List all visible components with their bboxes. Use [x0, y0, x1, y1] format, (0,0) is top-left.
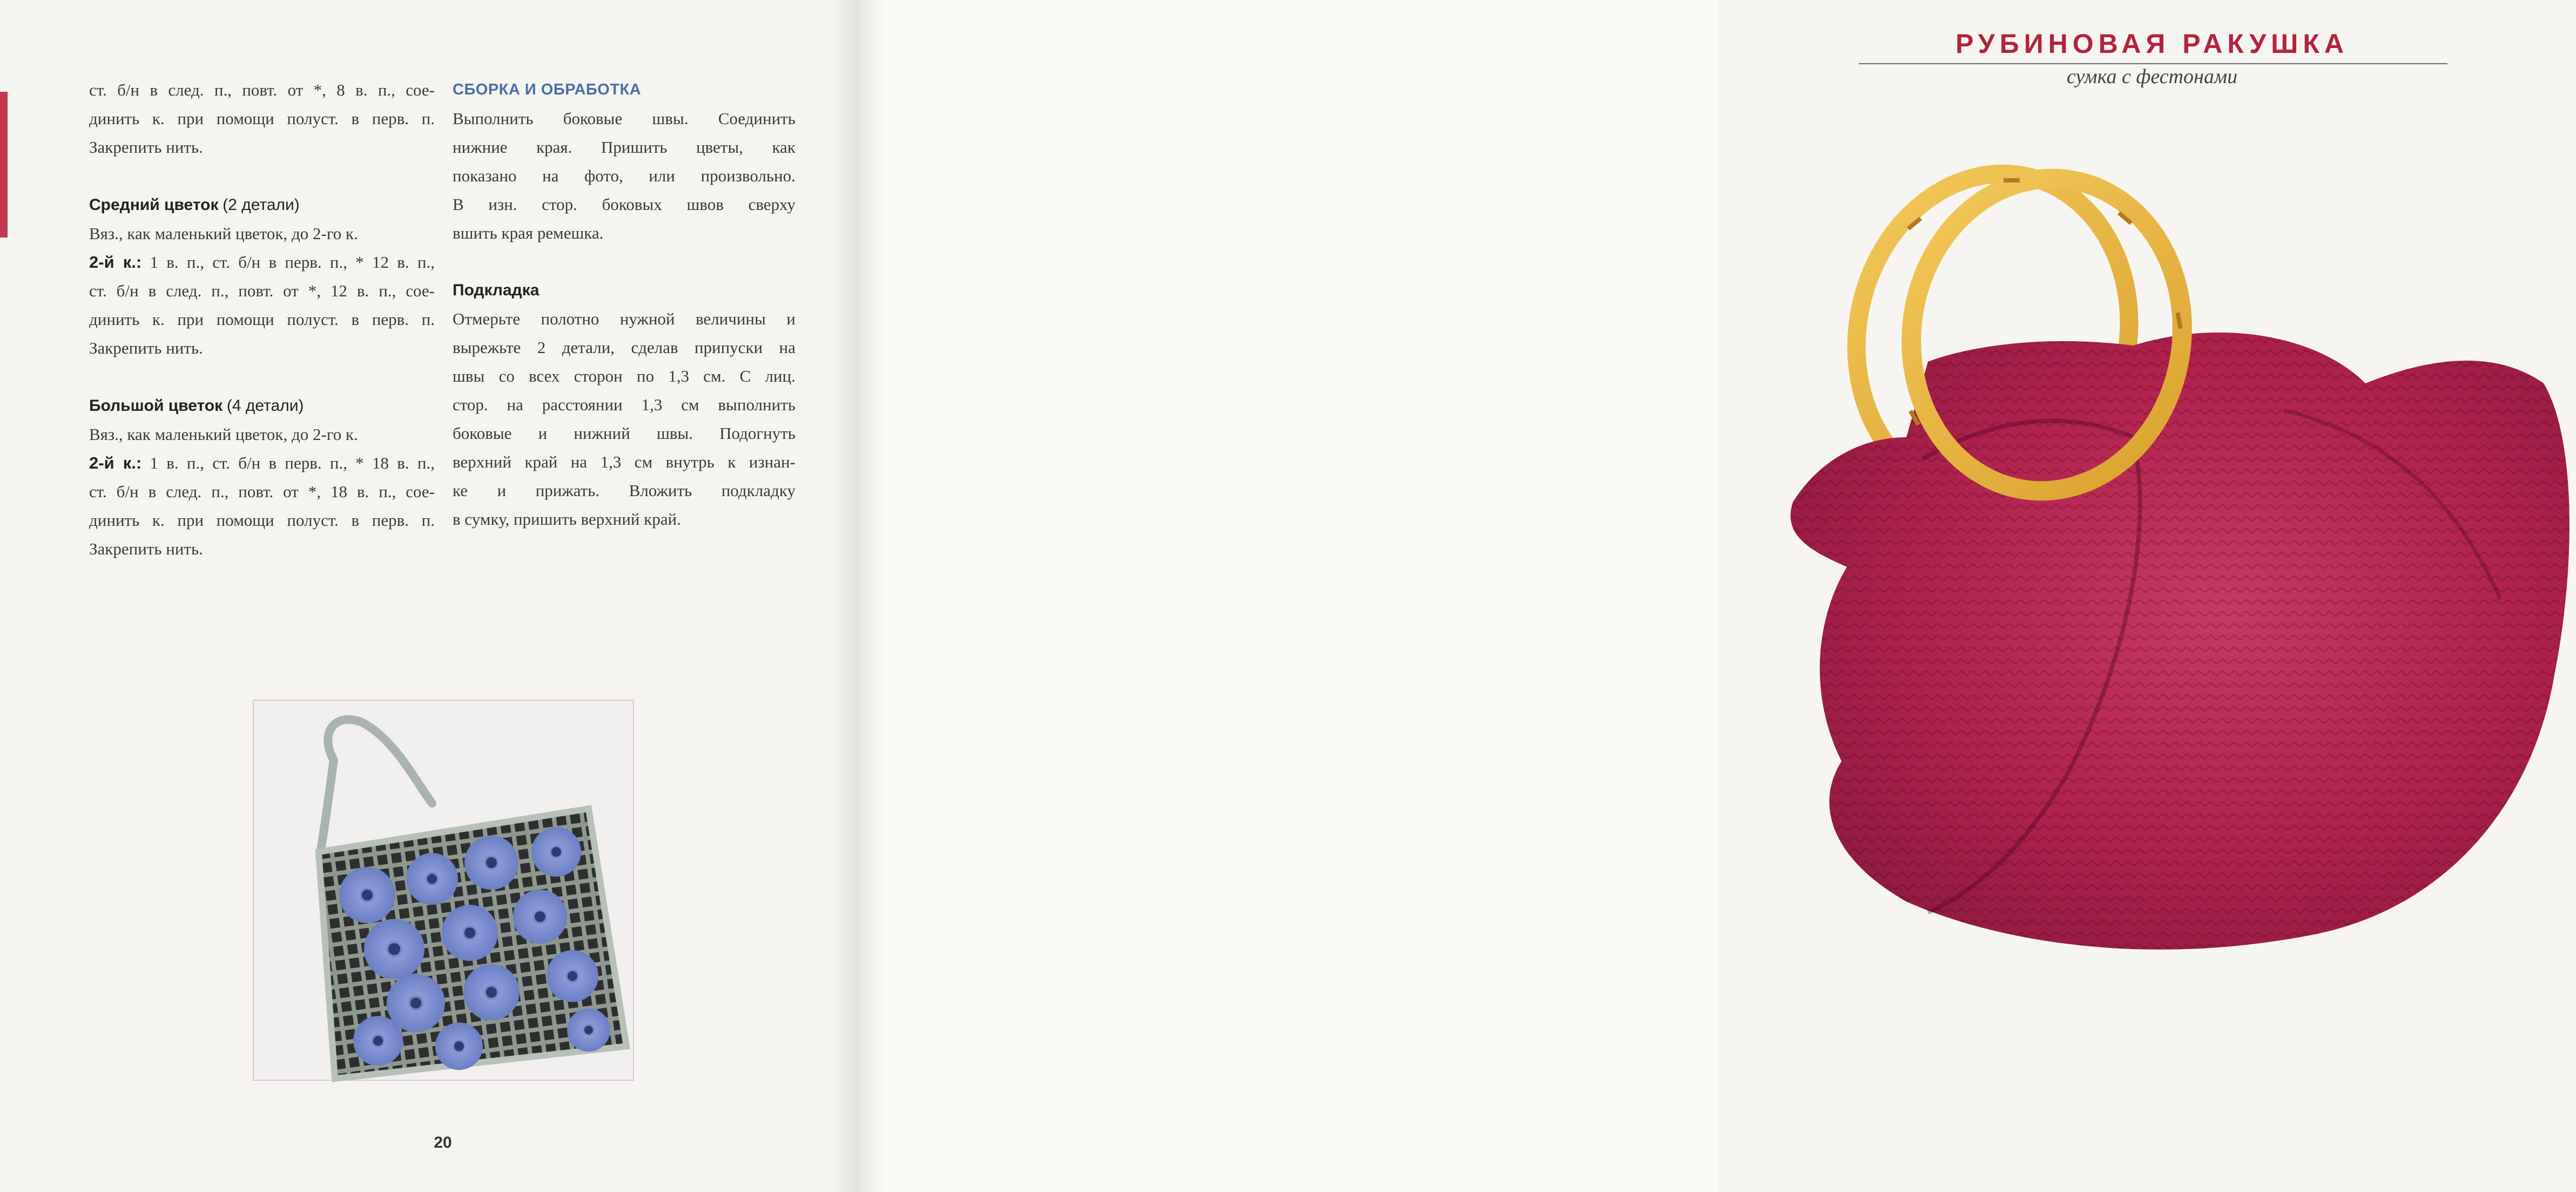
lining-heading: Подкладка: [453, 281, 540, 299]
page-subtitle: сумка с фестонами: [2066, 65, 2238, 88]
medium-flower-count: (2 детали): [222, 196, 300, 214]
medium-flower-line: Вяз., как маленький цветок, до 2-го к.: [89, 224, 358, 243]
large-flower-line: ст. б/н в след. п., повт. от *, 18 в. п., сое-: [89, 482, 435, 501]
round-label: 2-й к.:: [89, 453, 142, 472]
left-page: [0, 0, 859, 1192]
large-flower-line: Вяз., как маленький цветок, до 2-го к.: [89, 425, 358, 444]
lining-line: Отмерьте полотно нужной величины и: [453, 309, 795, 328]
lining-line: вырежьте 2 детали, сделав припуски на: [453, 338, 795, 357]
medium-flower-heading: Средний цветок: [89, 196, 219, 214]
assembly-line: показано на фото, или произвольно.: [453, 166, 795, 185]
assembly-line: вшить края ремешка.: [453, 223, 604, 242]
large-flower-round-row: [89, 449, 435, 477]
medium-flower-heading-row: [89, 190, 435, 219]
medium-flower-line: Закрепить нить.: [89, 338, 203, 357]
round-text: 1 в. п., ст. б/н в перв. п., * 18 в. п.,: [141, 453, 435, 472]
page-title: РУБИНОВАЯ РАКУШКА: [1955, 29, 2349, 59]
large-flower-count: (4 детали): [226, 397, 304, 415]
lining-line: верхний край на 1,3 см внутрь к изнан-: [453, 452, 795, 471]
assembly-line: Выполнить боковые швы. Соединить: [453, 109, 795, 128]
lining-line: ке и прижать. Вложить подкладку: [453, 481, 795, 500]
ruby-bag-photo: [1744, 157, 2576, 1074]
intro-line: Закрепить нить.: [89, 138, 203, 157]
lining-line: в сумку, пришить верхний край.: [453, 510, 681, 529]
large-flower-heading: Большой цветок: [89, 397, 223, 415]
ruby-bag-illustration: [1744, 157, 2576, 1074]
round-label: 2-й к.:: [89, 253, 142, 272]
instructions-column-left: [89, 76, 435, 563]
lining-line: стор. на расстоянии 1,3 см выполнить: [453, 395, 795, 414]
lining-line: боковые и нижний швы. Подогнуть: [453, 424, 795, 443]
blue-flower-bag-illustration: [254, 701, 633, 1080]
instructions-column-right: [453, 76, 795, 533]
intro-line: динить к. при помощи полуст. в перв. п.: [89, 109, 435, 128]
large-flower-line: Закрепить нить.: [89, 539, 203, 558]
large-flower-heading-row: [89, 391, 435, 420]
assembly-line: нижние края. Пришить цветы, как: [453, 138, 795, 157]
title-divider: [1859, 63, 2447, 64]
assembly-line: В изн. стор. боковых швов сверху: [453, 195, 795, 214]
medium-flower-round-row: [89, 248, 435, 276]
intro-line: ст. б/н в след. п., повт. от *, 8 в. п., сое-: [89, 80, 435, 99]
round-text: 1 в. п., ст. б/н в перв. п., * 12 в. п.,: [141, 253, 435, 272]
medium-flower-line: ст. б/н в след. п., повт. от *, 12 в. п., сое-: [89, 281, 435, 300]
page-number: 20: [434, 1134, 452, 1152]
assembly-heading: СБОРКА И ОБРАБОТКА: [453, 81, 642, 98]
blue-flower-bag-photo: [253, 700, 634, 1081]
right-page: [859, 0, 2349, 1192]
lining-line: швы со всех сторон по 1,3 см. С лиц.: [453, 367, 795, 385]
page-edge-mark: [0, 92, 8, 238]
medium-flower-line: динить к. при помощи полуст. в перв. п.: [89, 310, 435, 329]
book-gutter: [832, 0, 886, 1192]
large-flower-line: динить к. при помощи полуст. в перв. п.: [89, 511, 435, 530]
